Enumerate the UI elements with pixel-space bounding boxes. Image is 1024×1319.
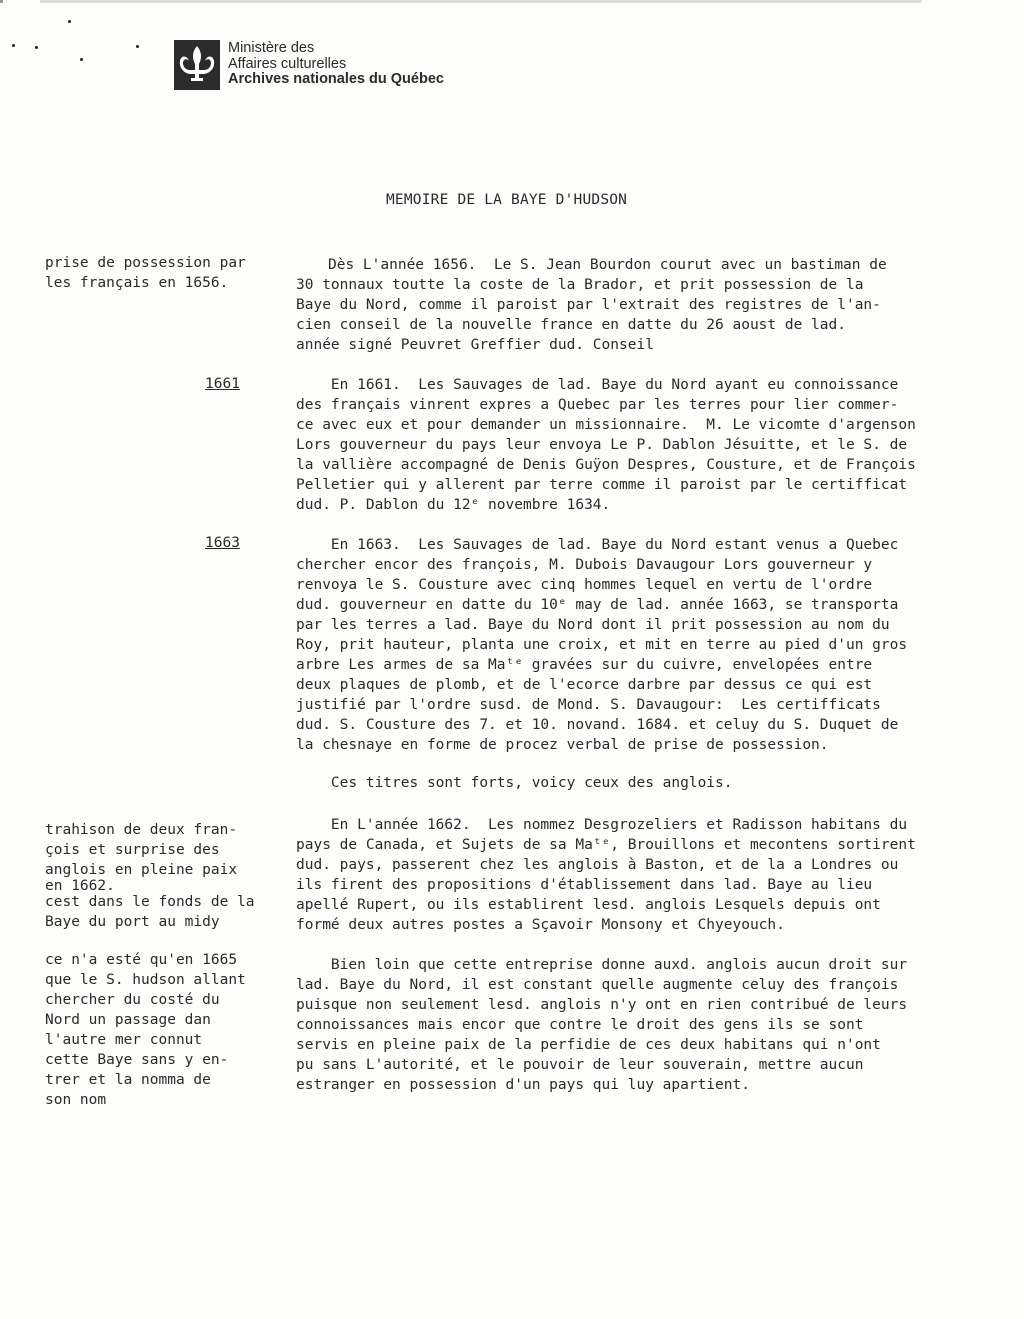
paragraph-line: servis en pleine paix de la perfidie de ces deux habitans qui n'ont xyxy=(296,1037,881,1053)
paragraph-line: dud. S. Cousture des 7. et 10. novand. 1684. et celuy du S. Duquet de xyxy=(296,717,899,733)
fleur-de-lis-logo-icon xyxy=(174,40,220,90)
letterhead xyxy=(228,41,444,88)
document-title: MEMOIRE DE LA BAYE D'HUDSON xyxy=(386,192,628,208)
margin-note-line: que le S. hudson allant xyxy=(45,972,246,988)
paragraph-line: deux plaques de plomb, et de l'ecorce darbre par dessus ce qui est xyxy=(296,677,873,693)
paragraph-line: la chesnaye en forme de procez verbal de prise de possession. xyxy=(296,737,829,753)
margin-year-1661: 1661 xyxy=(205,376,240,392)
paragraph-line: Baye du Nord, comme il paroist par l'extrait des registres de l'an- xyxy=(296,297,881,313)
paragraph-line: En 1663. Les Sauvages de lad. Baye du Nord estant venus a Quebec xyxy=(296,537,899,553)
paragraph-line: renvoya le S. Cousture avec cinq hommes lequel en vertu de l'ordre xyxy=(296,577,873,593)
paragraph-line: Dès L'année 1656. Le S. Jean Bourdon courut avec un bastiman de xyxy=(328,257,887,273)
paragraph-line: justifié par l'ordre susd. de Mond. S. Davaugour: Les certifficats xyxy=(296,697,881,713)
paragraph-line: année signé Peuvret Greffier dud. Conseil xyxy=(296,337,654,353)
paragraph-line: pu sans L'autorité, et le pouvoir de leur souverain, mettre aucun xyxy=(296,1057,864,1073)
scan-edge-line xyxy=(0,0,1024,3)
margin-note-line: Nord un passage dan xyxy=(45,1012,211,1028)
letterhead-archives: Archives nationales du Québec xyxy=(228,71,444,87)
paragraph-line: estranger en possession d'un pays qui luy apartient. xyxy=(296,1077,750,1093)
margin-note-line: les français en 1656. xyxy=(45,275,229,291)
paragraph-line: Lors gouverneur du pays leur envoya Le P. Dablon Jésuitte, et le S. de xyxy=(296,437,908,453)
margin-note-line: son nom xyxy=(45,1092,107,1108)
paragraph-line: lad. Baye du Nord, il est constant quelle augmente celuy des françois xyxy=(296,977,899,993)
margin-note-line: cest dans le fonds de la xyxy=(45,894,255,910)
letterhead-department: Affaires culturelles xyxy=(228,55,347,72)
paragraph-line: ce avec eux et pour demander un missionnaire. M. Le vicomte d'argenson xyxy=(296,417,916,433)
paragraph-line: dud. P. Dablon du 12ᵉ novembre 1634. xyxy=(296,497,611,513)
paragraph-line: des français vinrent expres a Quebec par les terres pour lier commer- xyxy=(296,397,899,413)
paragraph-line: pays de Canada, et Sujets de sa Maᵗᵉ, Brouillons et mecontens sortirent xyxy=(296,837,916,853)
paragraph-line: arbre Les armes de sa Maᵗᵉ gravées sur du cuivre, envelopées entre xyxy=(296,657,873,673)
margin-note-line: en 1662. xyxy=(45,878,115,894)
margin-note-line: çois et surprise des xyxy=(45,842,220,858)
scan-speck xyxy=(35,46,38,49)
paragraph-line: puisque non seulement lesd. anglois n'y ont en rien contribué de leurs xyxy=(296,997,908,1013)
paragraph-line: dud. gouverneur en datte du 10ᵉ may de lad. année 1663, se transporta xyxy=(296,597,899,613)
paragraph-1663 xyxy=(296,535,1008,755)
paragraph-line: par les terres a lad. Baye du Nord dont il prit possession au nom du xyxy=(296,617,890,633)
paragraph-line: formé deux autres postes a Sçavoir Monsony et Chyeyouch. xyxy=(296,917,785,933)
margin-note-line: chercher du costé du xyxy=(45,992,220,1008)
paragraph-line: ils firent des propositions d'établissement dans lad. Baye au lieu xyxy=(296,877,873,893)
paragraph-line: apellé Rupert, ou ils establirent lesd. anglois Lesquels depuis ont xyxy=(296,897,881,913)
paragraph-1662 xyxy=(296,815,1008,935)
paragraph-line: la vallière accompagné de Denis Guÿon Despres, Cousture, et de François xyxy=(296,457,916,473)
margin-note-trahison xyxy=(45,820,255,932)
margin-note-line: trer et la nomma de xyxy=(45,1072,211,1088)
margin-year-1663: 1663 xyxy=(205,535,240,551)
margin-note-line: prise de possession par xyxy=(45,255,246,271)
letterhead-ministry: Ministère des xyxy=(228,40,315,56)
margin-note-line: cette Baye sans y en- xyxy=(45,1052,229,1068)
paragraph-titres xyxy=(296,773,1008,793)
paragraph-line: En 1661. Les Sauvages de lad. Baye du Nord ayant eu connoissance xyxy=(296,377,899,393)
margin-note-possession xyxy=(45,253,246,293)
paragraph-1656 xyxy=(296,255,1008,355)
paragraph-line: Roy, prit hauteur, planta une croix, et mit en terre au pied d'un gros xyxy=(296,637,908,653)
paragraph-line: Bien loin que cette entreprise donne auxd. anglois aucun droit sur xyxy=(296,957,908,973)
paragraph-line: 30 tonnaux toutte la coste de la Brador, et prit possession de la xyxy=(296,277,864,293)
paragraph-line: dud. pays, passerent chez les anglois à Baston, et de la a Londres ou xyxy=(296,857,899,873)
scan-speck xyxy=(80,58,83,61)
paragraph-1661 xyxy=(296,375,1008,515)
paragraph-line: cien conseil de la nouvelle france en datte du 26 aoust de lad. xyxy=(296,317,846,333)
paragraph-line: chercher encor des françois, M. Dubois Davaugour Lors gouverneur y xyxy=(296,557,873,573)
margin-note-line: trahison de deux fran- xyxy=(45,822,238,838)
margin-note-line: Baye du port au midy xyxy=(45,914,220,930)
margin-note-line: ce n'a esté qu'en 1665 xyxy=(45,952,238,968)
paragraph-line: Ces titres sont forts, voicy ceux des anglois. xyxy=(296,775,733,791)
scan-speck xyxy=(12,44,15,47)
margin-note-line: anglois en pleine paix xyxy=(45,862,238,878)
paragraph-conclusion xyxy=(296,955,1008,1095)
paragraph-line: Pelletier qui y allerent par terre comme il paroist par le certifficat xyxy=(296,477,908,493)
scan-speck xyxy=(68,20,71,23)
margin-note-line: l'autre mer connut xyxy=(45,1032,203,1048)
paragraph-line: connoissances mais encor que contre le droit des gens ils se sont xyxy=(296,1017,864,1033)
paragraph-line: En L'année 1662. Les nommez Desgrozeliers et Radisson habitans du xyxy=(296,817,908,833)
scan-speck xyxy=(136,45,139,48)
margin-note-hudson xyxy=(45,950,246,1110)
